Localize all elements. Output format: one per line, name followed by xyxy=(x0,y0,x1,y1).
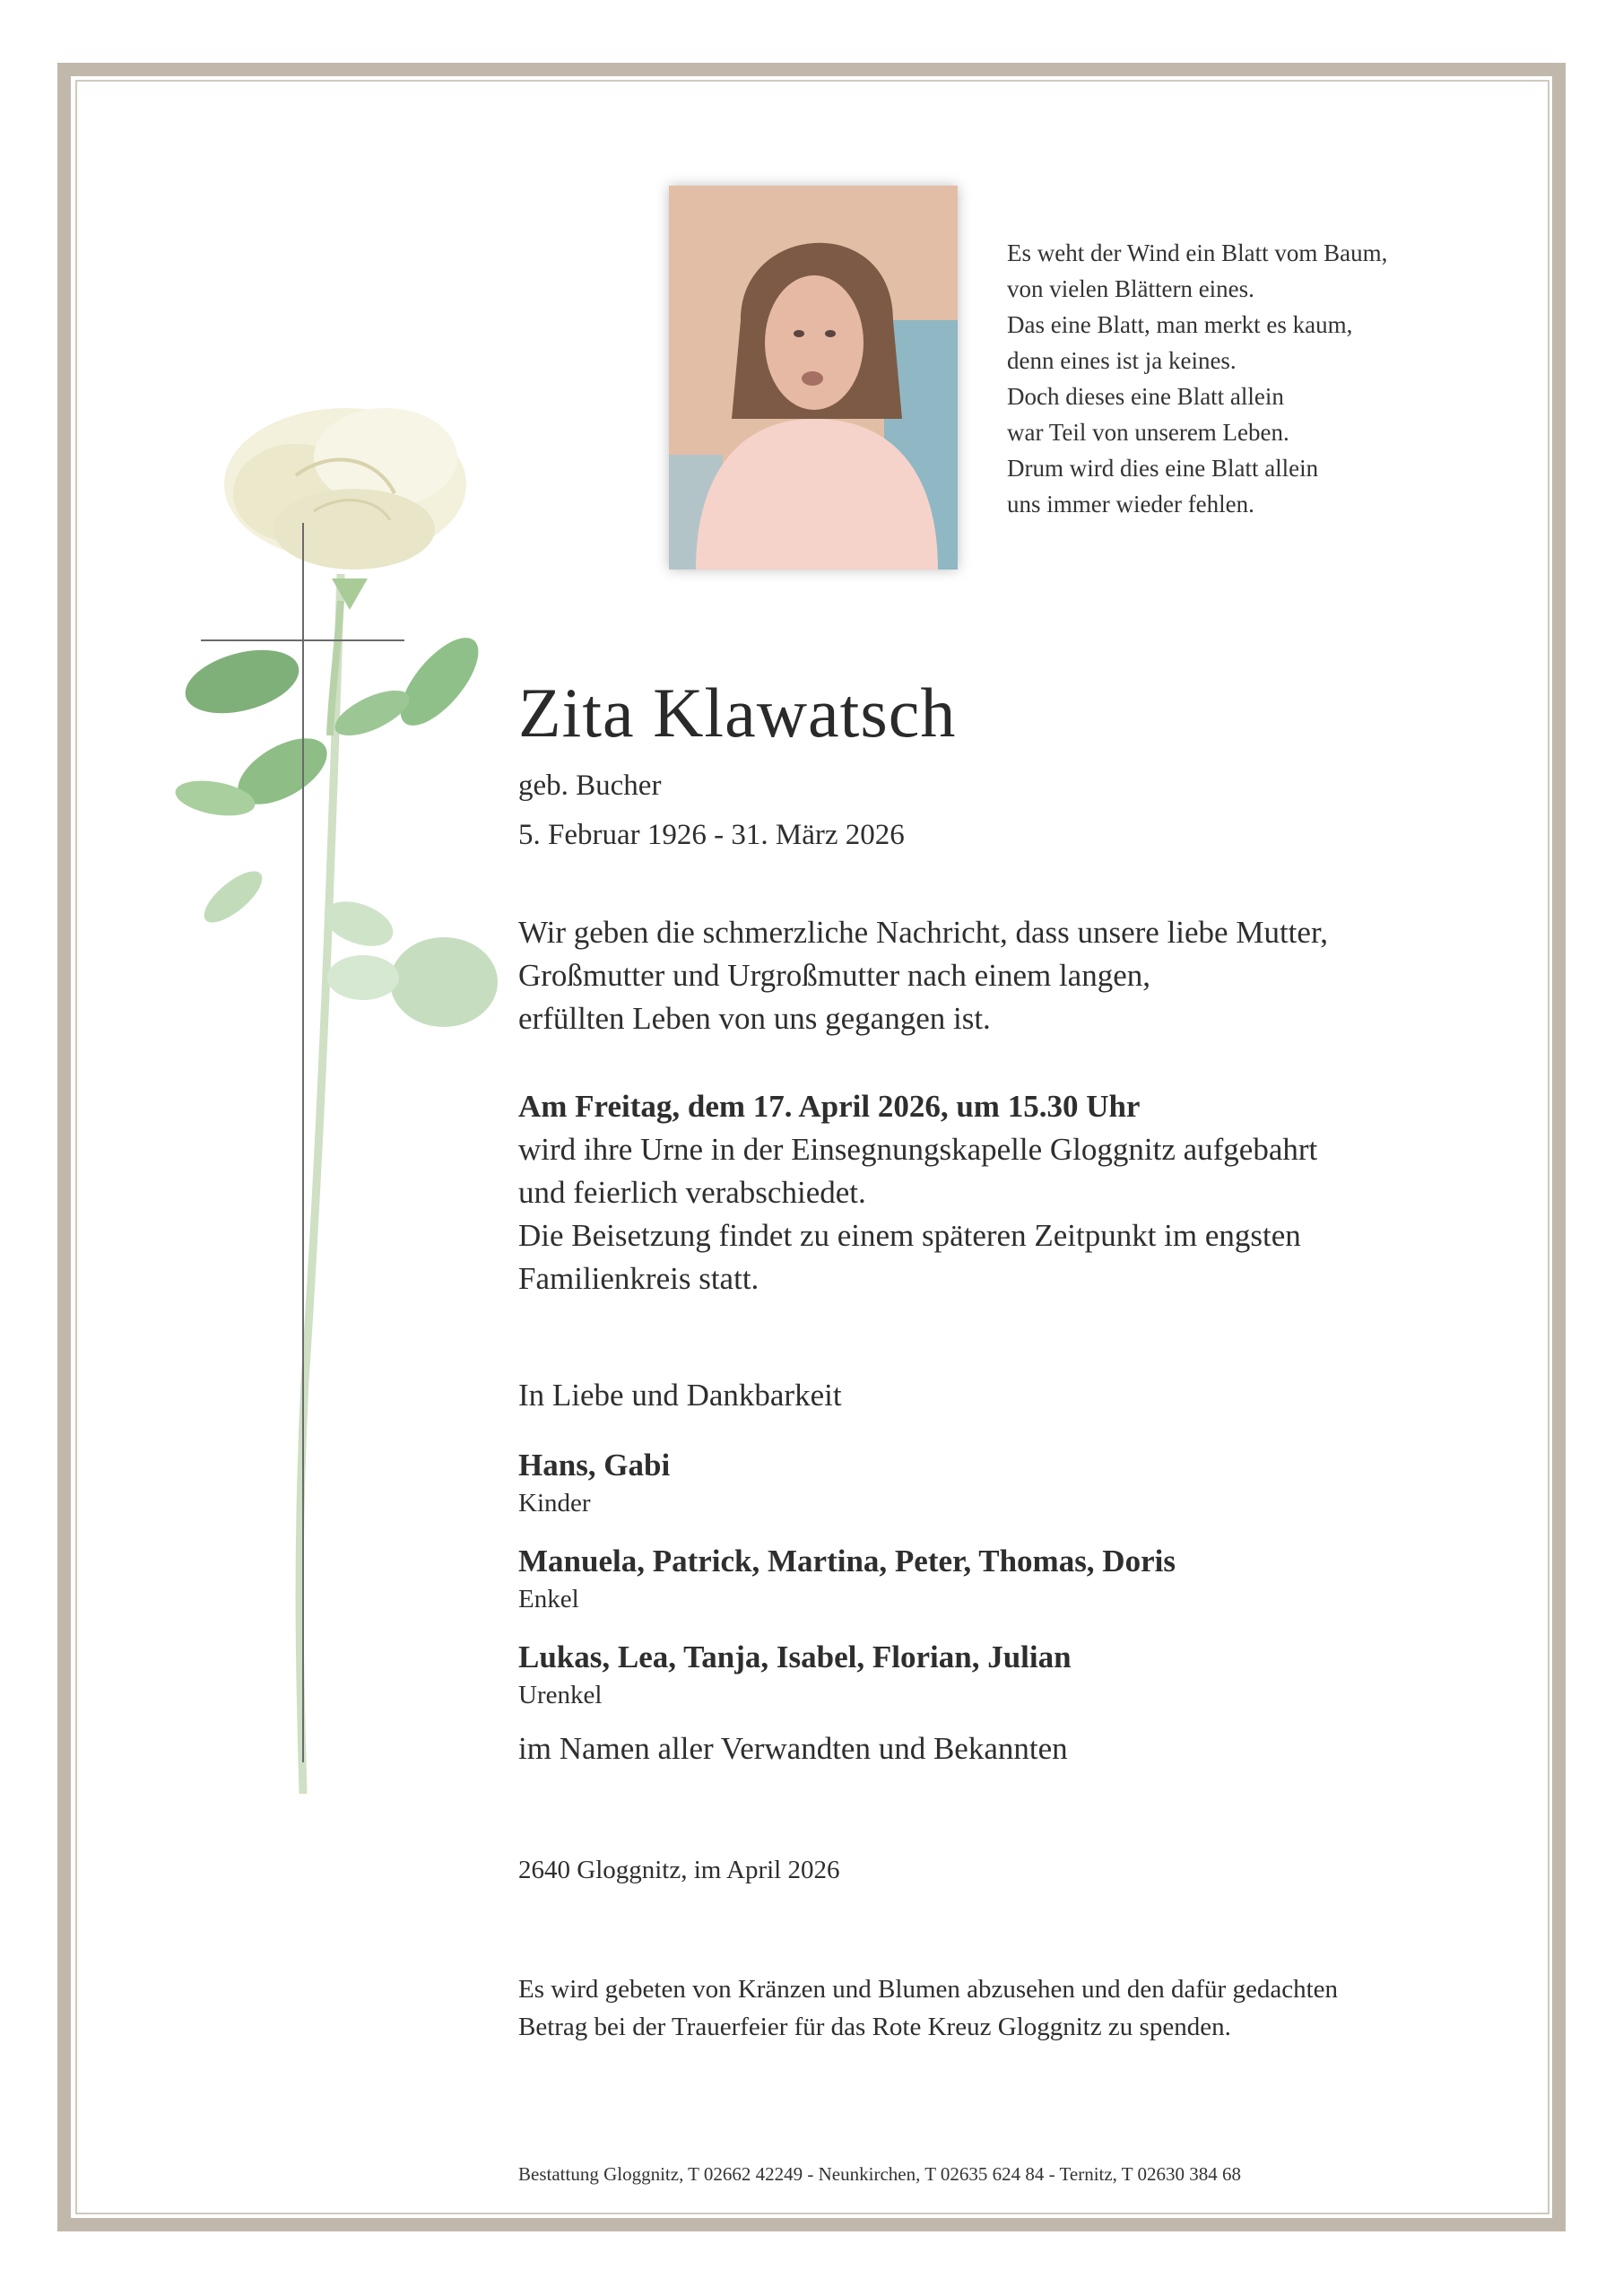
closing-phrase: In Liebe und Dankbarkeit xyxy=(518,1378,842,1413)
on-behalf-line: im Namen aller Verwandten und Bekannten xyxy=(518,1731,1068,1766)
poem-line: Das eine Blatt, man merkt es kaum, xyxy=(1007,311,1353,338)
poem-line: denn eines ist ja keines. xyxy=(1007,347,1237,374)
announcement-line: erfüllten Leben von uns gegangen ist. xyxy=(518,1001,991,1036)
poem-line: Drum wird dies eine Blatt allein xyxy=(1007,455,1319,482)
poem-line: uns immer wieder fehlen. xyxy=(1007,491,1254,517)
ceremony-line: Familienkreis statt. xyxy=(518,1261,759,1296)
memorial-cross-vertical xyxy=(302,523,304,1762)
poem-line: Doch dieses eine Blatt allein xyxy=(1007,383,1284,410)
ceremony-text xyxy=(518,1085,1317,1300)
poem-line: war Teil von unserem Leben. xyxy=(1007,419,1289,446)
maiden-name: geb. Bucher xyxy=(518,770,662,802)
donation-note xyxy=(518,1970,1338,2046)
announcement-text xyxy=(518,911,1328,1040)
funeral-home-footer: Bestattung Gloggnitz, T 02662 42249 - Neunkirchen, T 02635 624 84 - Ternitz, T 02630 384 68 xyxy=(518,2163,1241,2185)
white-rose-illustration xyxy=(161,395,529,1794)
memorial-cross-horizontal xyxy=(201,639,404,641)
announcement-line: Wir geben die schmerzliche Nachricht, dass unsere liebe Mutter, xyxy=(518,915,1328,950)
mourner-names: Manuela, Patrick, Martina, Peter, Thomas, Doris xyxy=(518,1544,1176,1578)
ceremony-line: und feierlich verabschiedet. xyxy=(518,1175,866,1210)
deceased-name: Zita Klawatsch xyxy=(518,674,957,752)
mourner-names: Hans, Gabi xyxy=(518,1448,671,1483)
ceremony-line: Die Beisetzung findet zu einem späteren Zeitpunkt im engsten xyxy=(518,1218,1301,1253)
life-dates: 5. Februar 1926 - 31. März 2026 xyxy=(518,819,905,851)
ceremony-date: Am Freitag, dem 17. April 2026, um 15.30 Uhr xyxy=(518,1089,1141,1124)
announcement-line: Großmutter und Urgroßmutter nach einem langen, xyxy=(518,958,1150,993)
donation-line: Es wird gebeten von Kränzen und Blumen abzusehen und den dafür gedachten xyxy=(518,1975,1338,2004)
ceremony-line: wird ihre Urne in der Einsegnungskapelle Gloggnitz aufgebahrt xyxy=(518,1132,1318,1167)
poem-line: von vielen Blättern eines. xyxy=(1007,275,1254,302)
mourner-relation: Kinder xyxy=(518,1489,591,1518)
donation-line: Betrag bei der Trauerfeier für das Rote Kreuz Gloggnitz zu spenden. xyxy=(518,2013,1231,2041)
poem-line: Es weht der Wind ein Blatt vom Baum, xyxy=(1007,239,1388,266)
mourner-relation: Urenkel xyxy=(518,1681,603,1709)
portrait-photo xyxy=(669,186,958,570)
place-date: 2640 Gloggnitz, im April 2026 xyxy=(518,1856,840,1884)
poem xyxy=(1007,235,1509,522)
mourner-names: Lukas, Lea, Tanja, Isabel, Florian, Julian xyxy=(518,1639,1072,1674)
mourner-relation: Enkel xyxy=(518,1585,579,1613)
